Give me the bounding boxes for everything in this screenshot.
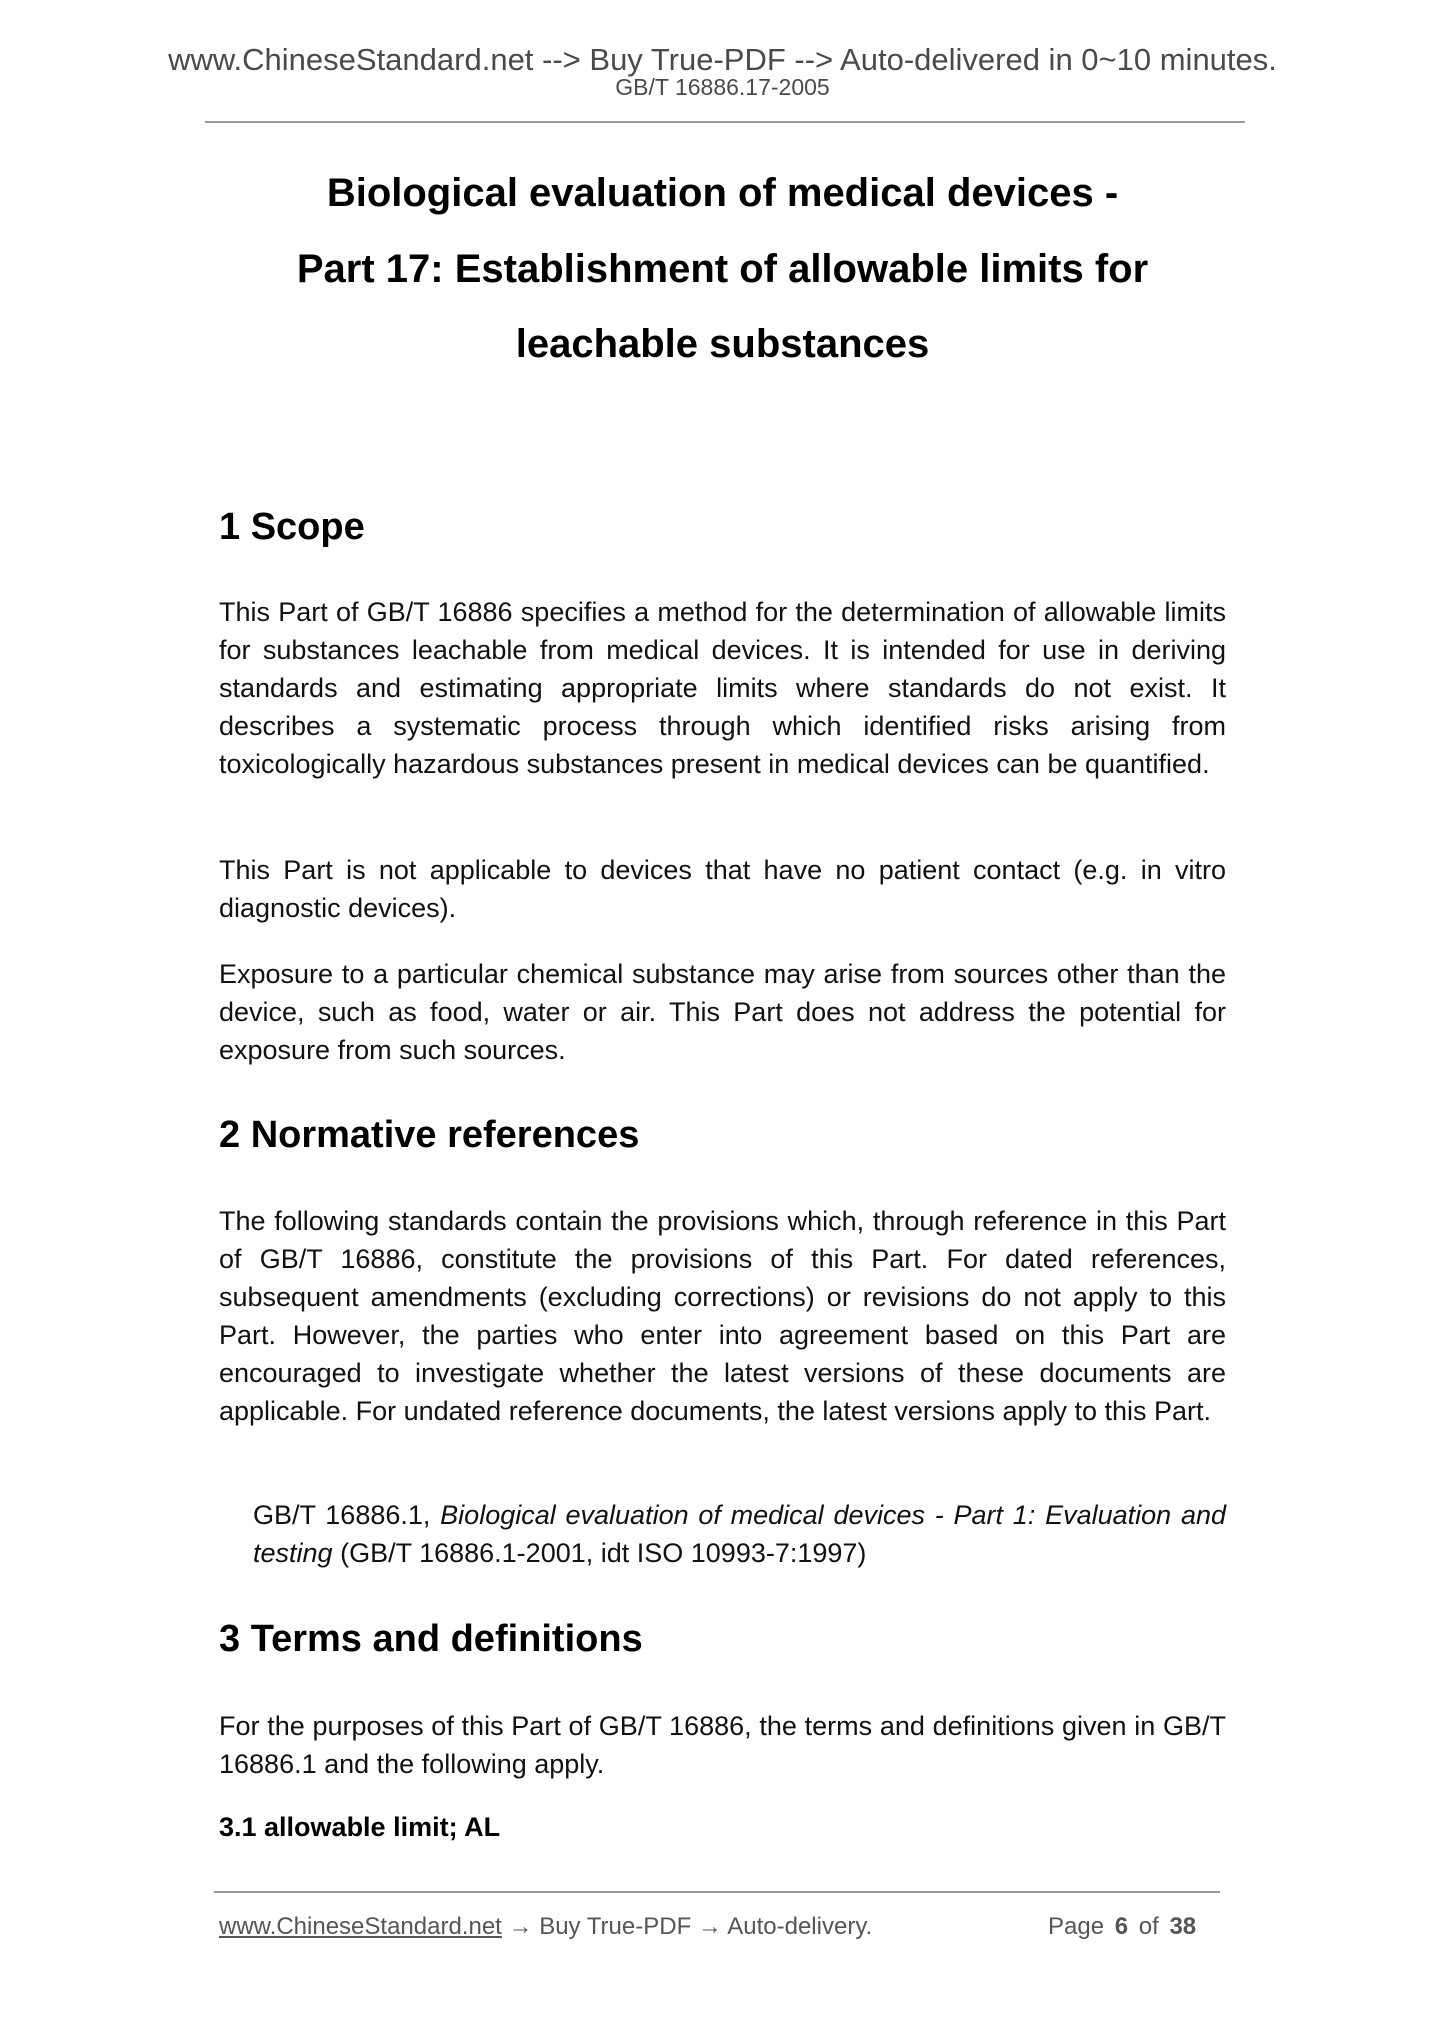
footer-delivery-text: Auto-delivery. bbox=[727, 1913, 873, 1940]
page-label: Page bbox=[1048, 1913, 1105, 1940]
scope-paragraph-3: Exposure to a particular chemical substance may arise from sources other than the device, such as food, water or air. This Part does not address the potential for exposure from such sources. bbox=[219, 959, 1226, 1065]
section-heading-normative-references: 2 Normative references bbox=[219, 1114, 640, 1156]
footer-divider bbox=[214, 1891, 1220, 1893]
watermark-banner: www.ChineseStandard.net --> Buy True-PDF --> Auto-delivered in 0~10 minutes. bbox=[168, 42, 1277, 77]
document-id: GB/T 16886.17-2005 bbox=[615, 74, 830, 100]
scope-paragraph-1: This Part of GB/T 16886 specifies a method for the determination of allowable limits for substances leachable from medical devices. It is intended for use in deriving standards and estimating appropriate limits where standards do not exist. It describes a systematic process through which identified risks arising from toxicologically hazardous substances present in medical devices can be quantified. bbox=[219, 597, 1226, 779]
reference-code: GB/T 16886.1, bbox=[253, 1500, 431, 1530]
scope-paragraph-2: This Part is not applicable to devices that have no patient contact (e.g. in vitro diagnostic devices). bbox=[219, 855, 1226, 923]
footer-promo bbox=[219, 1912, 872, 1942]
normative-paragraph-1: The following standards contain the provisions which, through reference in this Part of GB/T 16886, constitute the provisions of this Part. For dated references, subsequent amendments (excluding corrections) or revisions do not apply to this Part. However, the parties who enter into agreement based on this Part are encouraged to investigate whether the latest versions of these documents are applicable. For undated reference documents, the latest versions apply to this Part. bbox=[219, 1206, 1226, 1426]
page-total: 38 bbox=[1169, 1913, 1197, 1940]
page-of-label: of bbox=[1138, 1913, 1159, 1940]
title-line-3: leachable substances bbox=[515, 322, 930, 366]
arrow-right-icon: → bbox=[697, 1913, 722, 1940]
term-heading-3-1: 3.1 allowable limit; AL bbox=[219, 1812, 501, 1842]
section-heading-scope: 1 Scope bbox=[219, 506, 365, 548]
title-line-2: Part 17: Establishment of allowable limits for bbox=[296, 247, 1149, 291]
page-indicator bbox=[1048, 1912, 1196, 1942]
terms-paragraph-1: For the purposes of this Part of GB/T 16886, the terms and definitions given in GB/T 16886.1 and the following apply. bbox=[219, 1711, 1226, 1779]
page-current: 6 bbox=[1114, 1913, 1129, 1940]
footer-buy-text: Buy True-PDF bbox=[539, 1913, 692, 1940]
header-divider bbox=[205, 121, 1245, 123]
normative-reference-item bbox=[253, 1496, 1226, 1572]
section-heading-terms-definitions: 3 Terms and definitions bbox=[219, 1618, 643, 1660]
title-line-1: Biological evaluation of medical devices - bbox=[326, 171, 1119, 215]
reference-note: (GB/T 16886.1-2001, idt ISO 10993-7:1997) bbox=[340, 1538, 867, 1568]
reference-title: Biological evaluation of medical devices - Part 1: Evaluation and testing bbox=[253, 1500, 1226, 1568]
arrow-right-icon: → bbox=[508, 1913, 533, 1940]
footer-site-link[interactable]: www.ChineseStandard.net bbox=[219, 1913, 502, 1940]
